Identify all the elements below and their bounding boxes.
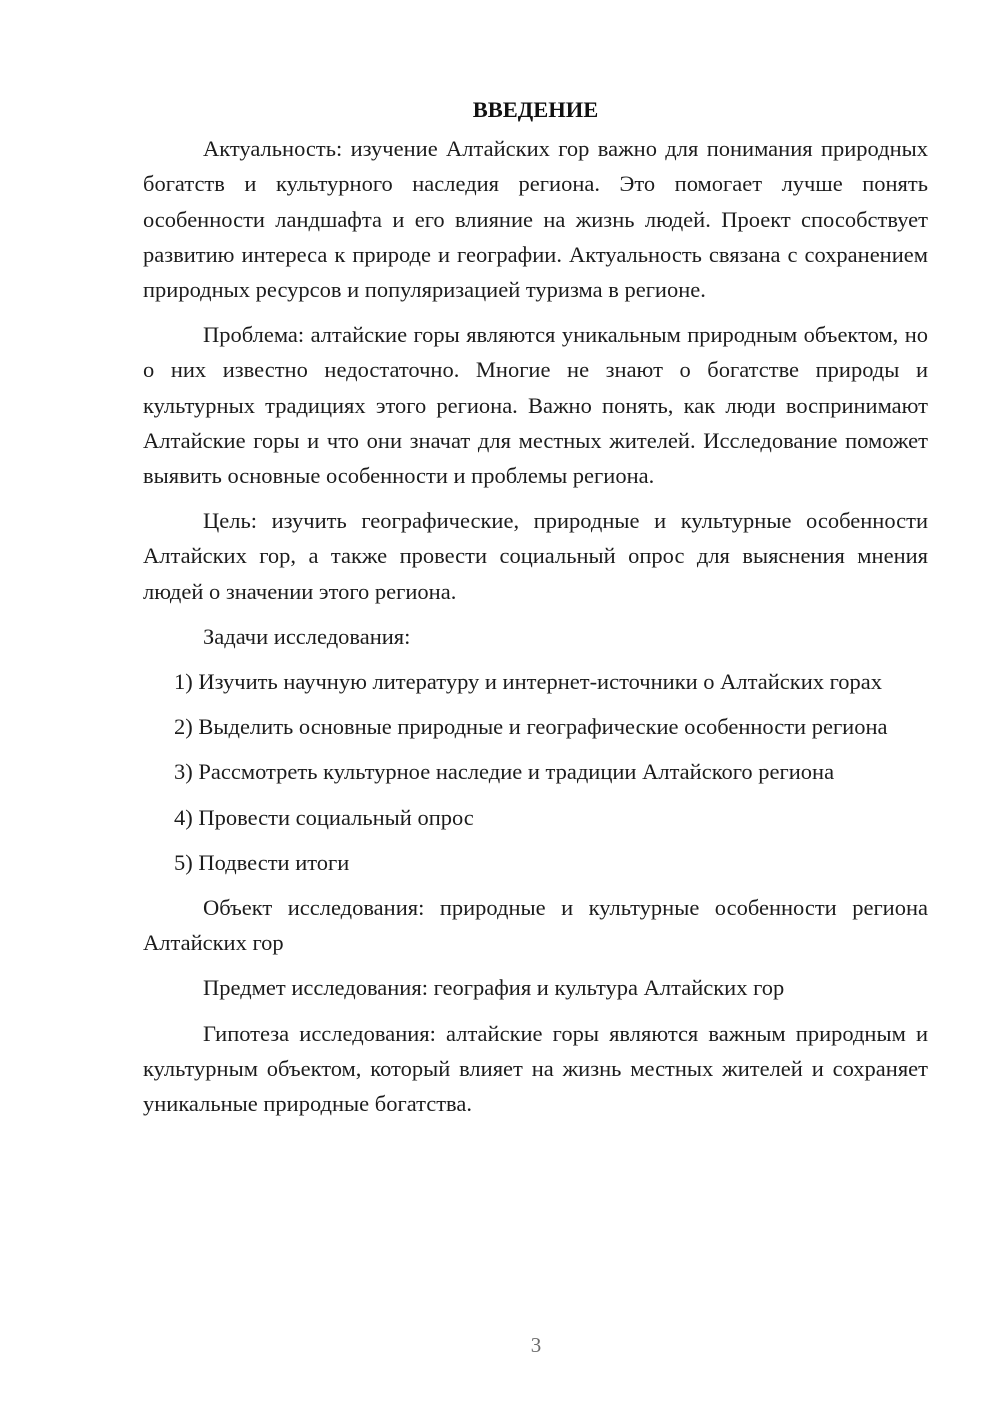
paragraph-goal: Цель: изучить географические, природные и культурные особенности Алтайских гор, а также провести социальный опрос для выяснения мнения людей о значении этого региона. <box>143 508 928 604</box>
page-number: 3 <box>530 1333 542 1357</box>
paragraph-object: Объект исследования: природные и культурные особенности региона Алтайских гор <box>143 895 928 956</box>
page-title: ВВЕДЕНИЕ <box>472 97 599 122</box>
task-item-3: 3) Рассмотреть культурное наследие и традиции Алтайского региона <box>174 759 835 785</box>
task-item-5: 5) Подвести итоги <box>174 849 350 875</box>
paragraph-relevance: Актуальность: изучение Алтайских гор важно для понимания природных богатств и культурного наследия региона. Это помогает лучше понять особенности ландшафта и его влияние на жизнь людей. Проект способствует развитию интереса к природе и географии. Актуальность связана с сохранением природных ресурсов и популяризацией туризма в регионе. <box>143 136 928 303</box>
task-item-2: 2) Выделить основные природные и географические особенности региона <box>174 714 888 740</box>
document-page <box>143 92 928 1131</box>
task-item-4: 4) Провести социальный опрос <box>174 804 474 830</box>
tasks-heading: Задачи исследования: <box>203 623 411 649</box>
task-item-1: 1) Изучить научную литературу и интернет-источники о Алтайских горах <box>174 669 883 695</box>
paragraph-subject: Предмет исследования: география и культура Алтайских гор <box>203 975 785 1001</box>
paragraph-problem: Проблема: алтайские горы являются уникальным природным объектом, но о них известно недостаточно. Многие не знают о богатстве природы и культурных традициях этого региона. Важно понять, как люди воспринимают Алтайские горы и что они значат для местных жителей. Исследование поможет выявить основные особенности и проблемы региона. <box>143 322 928 489</box>
paragraph-hypothesis: Гипотеза исследования: алтайские горы являются важным природным и культурным объектом, который влияет на жизнь местных жителей и сохраняет уникальные природные богатства. <box>143 1020 928 1117</box>
